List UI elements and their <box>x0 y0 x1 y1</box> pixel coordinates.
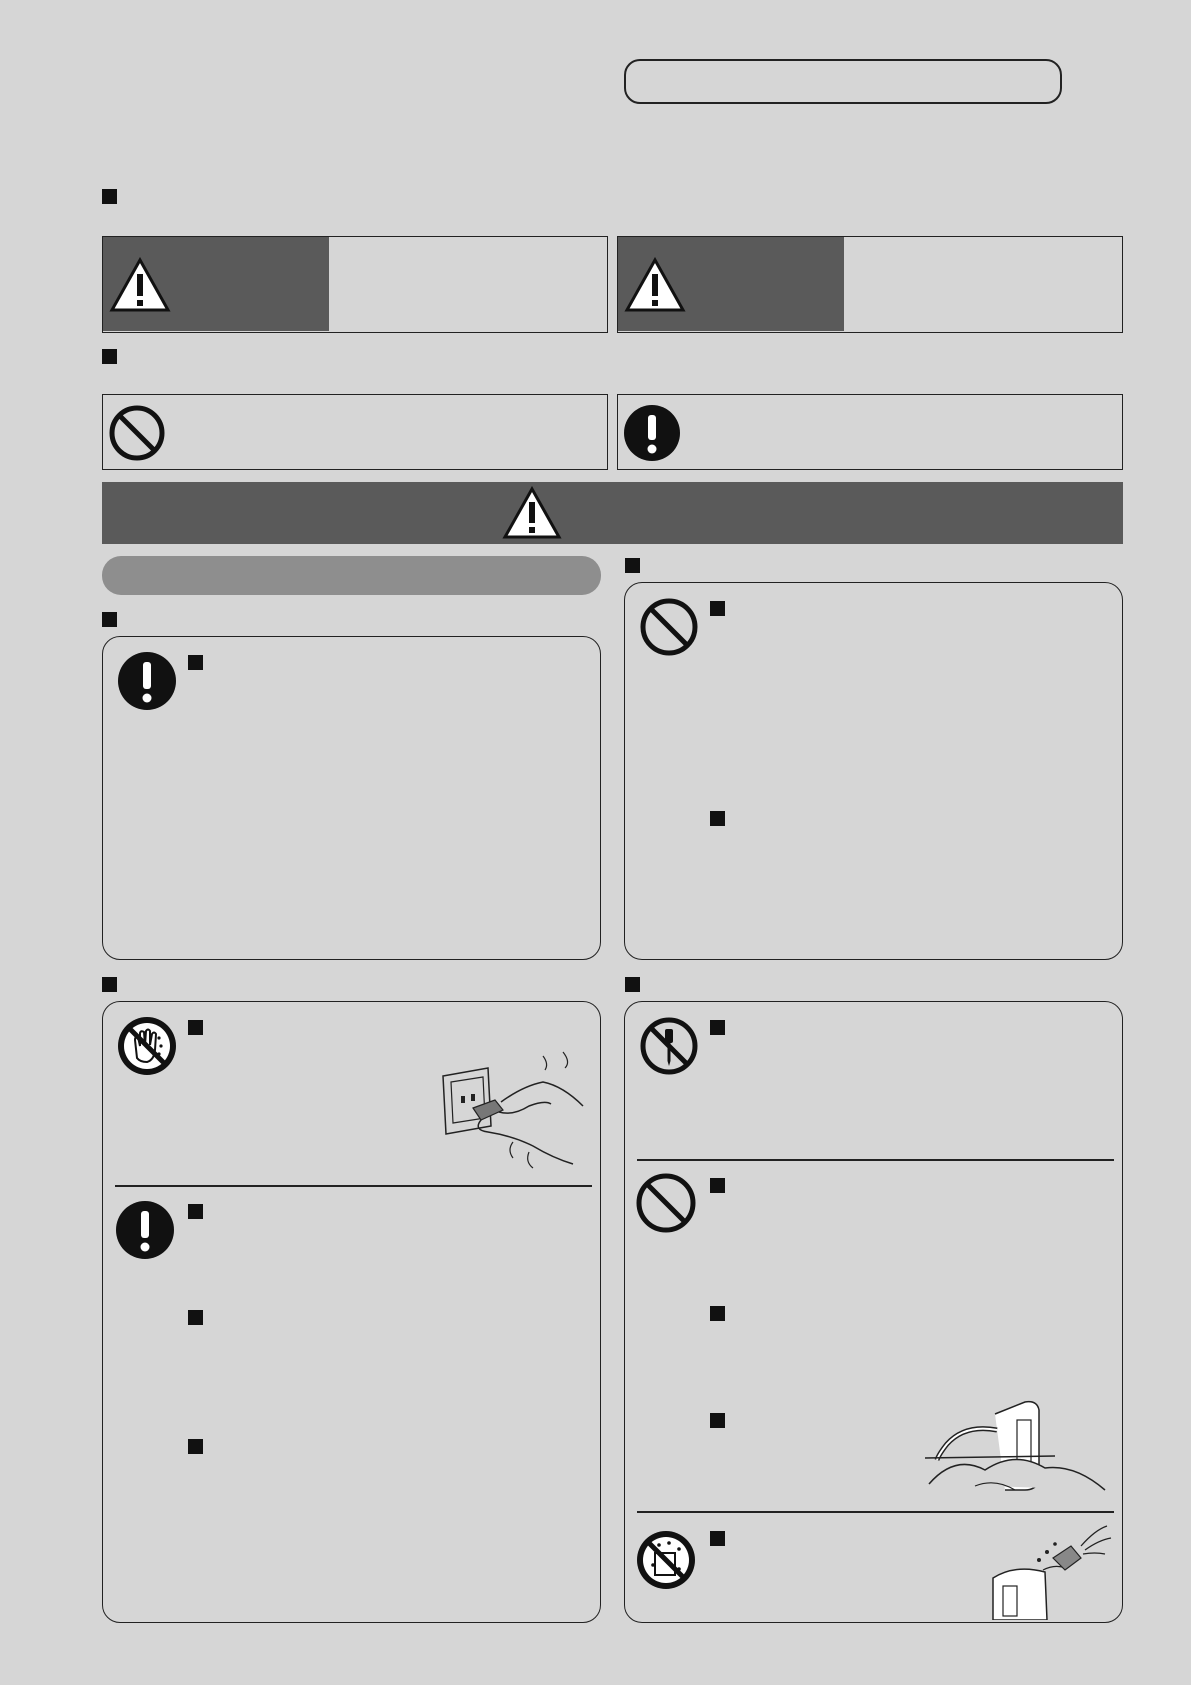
legend-caution-box <box>617 236 1123 333</box>
item-bullet <box>710 1020 725 1035</box>
item-bullet <box>710 1306 725 1321</box>
section-bullet <box>625 977 640 992</box>
divider <box>637 1159 1114 1161</box>
item-bullet <box>188 655 203 670</box>
section-bullet <box>102 977 117 992</box>
item-bullet <box>710 811 725 826</box>
exclamation-icon <box>115 1200 175 1260</box>
exclamation-icon <box>117 651 177 711</box>
warning-triangle-icon <box>109 257 171 313</box>
section-bullet <box>102 349 117 364</box>
item-bullet <box>710 1178 725 1193</box>
prohibited-icon <box>639 597 699 657</box>
item-bullet <box>188 1439 203 1454</box>
prohibited-icon <box>635 1172 697 1234</box>
item-bullet <box>710 1413 725 1428</box>
no-disassembly-icon <box>639 1016 699 1076</box>
plug-unplug-illustration <box>433 1046 593 1176</box>
no-water-icon <box>635 1529 697 1591</box>
safety-panel-3 <box>624 582 1123 960</box>
item-bullet <box>710 1531 725 1546</box>
water-spill-illustration <box>985 1524 1115 1620</box>
item-bullet <box>188 1020 203 1035</box>
legend-warning-label-panel <box>103 237 329 331</box>
exclamation-icon <box>623 404 681 462</box>
section-bullet <box>102 612 117 627</box>
warning-banner <box>102 482 1123 544</box>
title-pill <box>624 59 1062 104</box>
safety-panel-4 <box>624 1001 1123 1623</box>
warning-triangle-icon <box>624 257 686 313</box>
section-bullet <box>625 558 640 573</box>
safety-panel-1 <box>102 636 601 960</box>
legend-prohibited-box <box>102 394 608 470</box>
item-bullet <box>188 1310 203 1325</box>
prohibited-icon <box>108 404 166 462</box>
warning-triangle-icon <box>502 486 562 540</box>
item-bullet <box>710 601 725 616</box>
divider <box>637 1511 1114 1513</box>
no-wet-hands-icon <box>117 1016 177 1076</box>
device-cord-illustration <box>925 1394 1110 1509</box>
section-bullet <box>102 189 117 204</box>
legend-mandatory-box <box>617 394 1123 470</box>
legend-warning-box <box>102 236 608 333</box>
divider <box>115 1185 592 1187</box>
safety-panel-2 <box>102 1001 601 1623</box>
item-bullet <box>188 1204 203 1219</box>
legend-caution-label-panel <box>618 237 844 331</box>
sub-section-header <box>102 556 601 595</box>
